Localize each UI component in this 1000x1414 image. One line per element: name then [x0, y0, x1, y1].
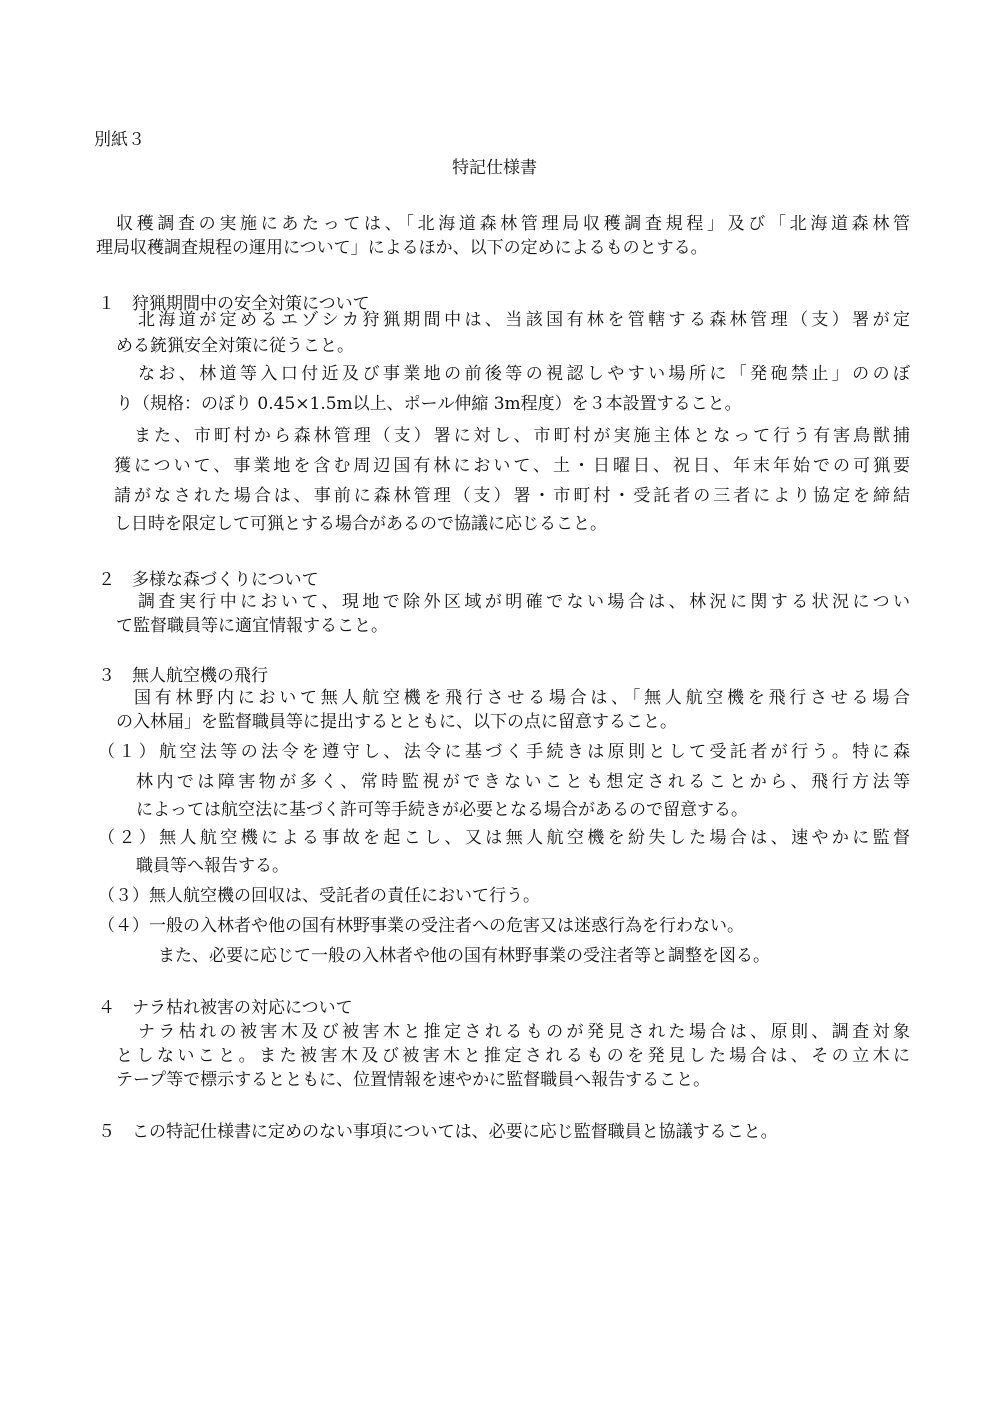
section-2-heading: ２ 多様な森づくりについて	[98, 570, 319, 590]
section-2-p1-line-1: 調査実行中において、現地で除外区域が明確でない場合は、林況に関する状況につい	[138, 592, 910, 612]
section-1-p3-line-3: 請がなされた場合は、事前に森林管理（支）署・市町村・受託者の三者により協定を締結	[114, 486, 910, 506]
intro-line-2: 理局収穫調査規程の運用について」によるほか、以下の定めによるものとする。	[96, 238, 708, 258]
intro-line-1: 収穫調査の実施にあたっては、「北海道森林管理局収穫調査規程」及び「北海道森林管	[116, 214, 910, 234]
section-1-heading: １ 狩猟期間中の安全対策について	[98, 294, 370, 314]
section-3-item-1-line-1: （１）航空法等の法令を遵守し、法令に基づく手続きは原則として受託者が行う。特に森	[98, 742, 910, 762]
document-title: 特記仕様書	[452, 158, 537, 178]
section-1-p2-line-2: り（規格：のぼり 0.45×1.5m以上、ポール伸縮 3m程度）を３本設置すること。	[116, 394, 742, 414]
section-3-item-3-line-1: （３）無人航空機の回収は、受託者の責任において行う。	[98, 886, 540, 906]
section-2-p1-line-2: て監督職員等に適宜情報すること。	[116, 616, 388, 636]
section-1-p1-line-2: める銃猟安全対策に従うこと。	[116, 336, 354, 356]
section-1-p3-line-2: 獲について、事業地を含む周辺国有林において、土・日曜日、祝日、年末年始での可猟要	[114, 456, 910, 476]
section-3-item-4-line-2: また、必要に応じて一般の入林者や他の国有林野事業の受注者等と調整を図る。	[158, 946, 770, 966]
section-3-item-1-line-3: によっては航空法に基づく許可等手続きが必要となる場合があるので留意する。	[136, 800, 748, 820]
section-3-item-2-line-2: 職員等へ報告する。	[136, 856, 289, 876]
section-3-p1-line-1: 国有林野内において無人航空機を飛行させる場合は、「無人航空機を飛行させる場合	[134, 688, 910, 708]
section-1-p1-line-1: 北海道が定めるエゾシカ狩猟期間中は、当該国有林を管轄する森林管理（支）署が定	[138, 310, 910, 330]
section-5-line-1: ５ この特記仕様書に定めのない事項については、必要に応じ監督職員と協議すること。	[98, 1122, 778, 1142]
section-1-p3-line-1: また、市町村から森林管理（支）署に対し、市町村が実施主体となって行う有害鳥獣捕	[134, 426, 910, 446]
section-4-p1-line-2: としないこと。また被害木及び被害木と推定されるものを発見した場合は、その立木に	[116, 1046, 910, 1066]
section-1-p2-line-1: なお、林道等入口付近及び事業地の前後等の視認しやすい場所に「発砲禁止」ののぼ	[138, 364, 910, 384]
section-3-p1-line-2: の入林届」を監督職員等に提出するとともに、以下の点に留意すること。	[116, 712, 677, 732]
section-1-p3-line-4: し日時を限定して可猟とする場合があるので協議に応じること。	[114, 514, 607, 534]
attachment-label: 別紙３	[94, 130, 145, 150]
section-3-item-1-line-2: 林内では障害物が多く、常時監視ができないことも想定されることから、飛行方法等	[136, 772, 910, 792]
section-3-heading: ３ 無人航空機の飛行	[98, 666, 268, 686]
section-3-item-2-line-1: （２）無人航空機による事故を起こし、又は無人航空機を紛失した場合は、速やかに監督	[98, 828, 910, 848]
section-4-p1-line-1: ナラ枯れの被害木及び被害木と推定されるものが発見された場合は、原則、調査対象	[138, 1022, 910, 1042]
section-4-heading: ４ ナラ枯れ被害の対応について	[98, 998, 353, 1018]
section-3-item-4-line-1: （４）一般の入林者や他の国有林野事業の受注者への危害又は迷惑行為を行わない。	[98, 916, 744, 936]
section-4-p1-line-3: テープ等で標示するとともに、位置情報を速やかに監督職員へ報告すること。	[116, 1070, 711, 1090]
